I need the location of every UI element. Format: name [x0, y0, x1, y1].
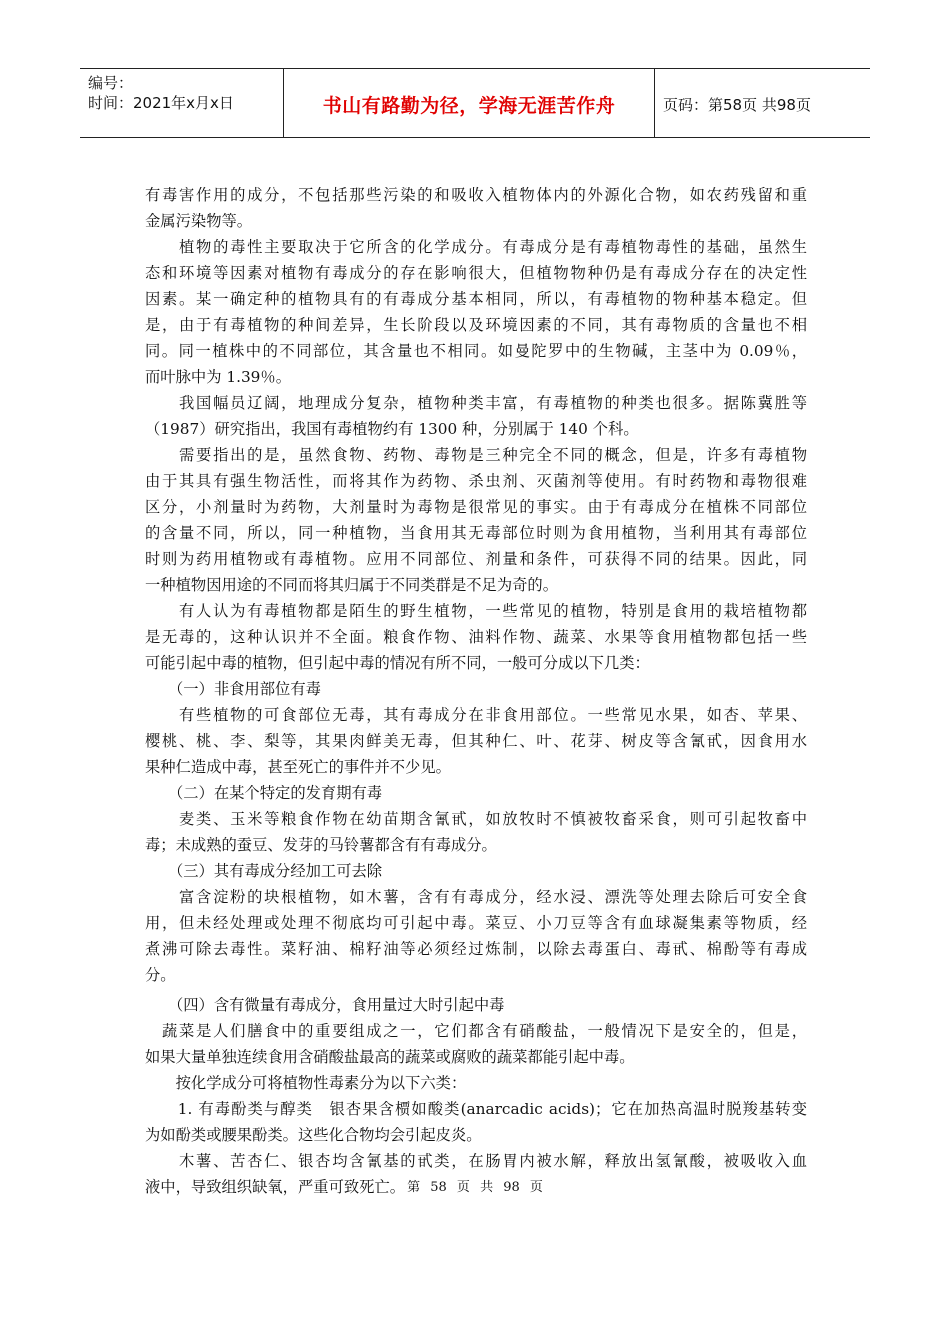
- body-line: 1. 有毒酚类与醇类 银杏果含槚如酸类(anarcadic acids)；它在加热高温时脱羧基转变: [145, 1100, 807, 1118]
- body-line: 区分，小剂量时为药物，大剂量时为毒物是很常见的事实。由于有毒成分在植株不同部位: [145, 498, 807, 516]
- body-line: 煮沸可除去毒性。菜籽油、棉籽油等必须经过炼制，以除去毒蛋白、毒甙、棉酚等有毒成: [145, 940, 807, 958]
- body-line: 的含量不同，所以，同一种植物，当食用其无毒部位时则为食用植物，当利用其有毒部位: [145, 524, 807, 542]
- body-line: 毒；未成熟的蚕豆、发芽的马铃薯都含有有毒成分。: [145, 836, 497, 854]
- body-line: 是，由于有毒植物的种间差异，生长阶段以及环境因素的不同，其有毒物质的含量也不相: [145, 316, 807, 334]
- body-line: 有人认为有毒植物都是陌生的野生植物，一些常见的植物，特别是食用的栽培植物都: [145, 602, 807, 620]
- body-line: 植物的毒性主要取决于它所含的化学成分。有毒成分是有毒植物毒性的基础，虽然生: [145, 238, 807, 256]
- body-line: 樱桃、桃、李、梨等，其果肉鲜美无毒，但其种仁、叶、花芽、树皮等含氰甙，因食用水: [145, 732, 807, 750]
- section-heading: （二）在某个特定的发育期有毒: [145, 784, 383, 802]
- body-line: 有些植物的可食部位无毒，其有毒成分在非食用部位。一些常见水果，如杏、苹果、: [145, 706, 807, 724]
- body-line: 态和环境等因素对植物有毒成分的存在影响很大，但植物物种仍是有毒成分存在的决定性: [145, 264, 807, 282]
- body-line: 需要指出的是，虽然食物、药物、毒物是三种完全不同的概念，但是，许多有毒植物: [145, 446, 807, 464]
- body-line: 是无毒的，这种认识并不全面。粮食作物、油料作物、蔬菜、水果等食用植物都包括一些: [145, 628, 807, 646]
- body-line: 一种植物因用途的不同而将其归属于不同类群是不足为奇的。: [145, 576, 559, 594]
- body-line: 由于其具有强生物活性，而将其作为药物、杀虫剂、灭菌剂等使用。有时药物和毒物很难: [145, 472, 807, 490]
- section-heading: （一）非食用部位有毒: [145, 680, 321, 698]
- document-number-label: 编号：: [88, 74, 134, 92]
- body-line: 富含淀粉的块根植物，如木薯，含有有毒成分，经水浸、漂洗等处理去除后可安全食: [145, 888, 807, 906]
- header-motto-cell: [284, 69, 655, 137]
- body-line: 我国幅员辽阔，地理成分复杂，植物种类丰富，有毒植物的种类也很多。据陈冀胜等: [145, 394, 807, 412]
- body-line: 时则为药用植物或有毒植物。应用不同部位、剂量和条件，可获得不同的结果。因此，同: [145, 550, 807, 568]
- body-line: 果种仁造成中毒，甚至死亡的事件并不少见。: [145, 758, 451, 776]
- body-line: 有毒害作用的成分，不包括那些污染的和吸收入植物体内的外源化合物，如农药残留和重: [145, 186, 807, 204]
- body-line: 木薯、苦杏仁、银杏均含氰基的甙类，在肠胃内被水解，释放出氢氰酸，被吸收入血: [145, 1152, 807, 1170]
- body-line: 蔬菜是人们膳食中的重要组成之一，它们都含有硝酸盐，一般情况下是安全的，但是，: [145, 1022, 807, 1040]
- body-line: 同。同一植株中的不同部位，其含量也不相同。如曼陀罗中的生物碱，主茎中为 0.09％，: [145, 342, 807, 360]
- section-heading: （四）含有微量有毒成分，食用量过大时引起中毒: [145, 996, 505, 1014]
- header-table: [80, 68, 870, 138]
- body-line: 液中，导致组织缺氧，严重可致死亡。: [145, 1178, 406, 1196]
- body-line: 按化学成分可将植物性毒素分为以下六类：: [145, 1074, 467, 1092]
- body-line: 用，但未经处理或处理不彻底均可引起中毒。菜豆、小刀豆等含有血球凝集素等物质，经: [145, 914, 807, 932]
- body-line: 可能引起中毒的植物，但引起中毒的情况有所不同，一般可分成以下几类：: [145, 654, 650, 672]
- body-line: （1987）研究指出，我国有毒植物约有 1300 种，分别属于 140 个科。: [145, 420, 639, 438]
- section-heading: （三）其有毒成分经加工可去除: [145, 862, 383, 880]
- body-line: 麦类、玉米等粮食作物在幼苗期含氰甙，如放牧时不慎被牧畜采食，则可引起牧畜中: [145, 810, 807, 828]
- body-line: 为如酚类或腰果酚类。这些化合物均会引起皮炎。: [145, 1126, 482, 1144]
- header-motto: 书山有路勤为径，学海无涯苦作舟: [322, 95, 616, 117]
- header-page-cell: [655, 69, 870, 137]
- header-page-info: 页码：第58页 共98页: [663, 96, 811, 114]
- document-time-label: 时间：2021年x月x日: [88, 94, 234, 112]
- body-line: 而叶脉中为 1.39％。: [145, 368, 292, 386]
- header-left-cell: [80, 69, 284, 137]
- body-line: 分。: [145, 966, 176, 984]
- page-footer: 第 58 页 共 98 页: [407, 1180, 543, 1195]
- body-line: 因素。某一确定种的植物具有的有毒成分基本相同，所以，有毒植物的物种基本稳定。但: [145, 290, 807, 308]
- body-line: 如果大量单独连续食用含硝酸盐最高的蔬菜或腐败的蔬菜都能引起中毒。: [145, 1048, 635, 1066]
- body-line: 金属污染物等。: [145, 212, 253, 230]
